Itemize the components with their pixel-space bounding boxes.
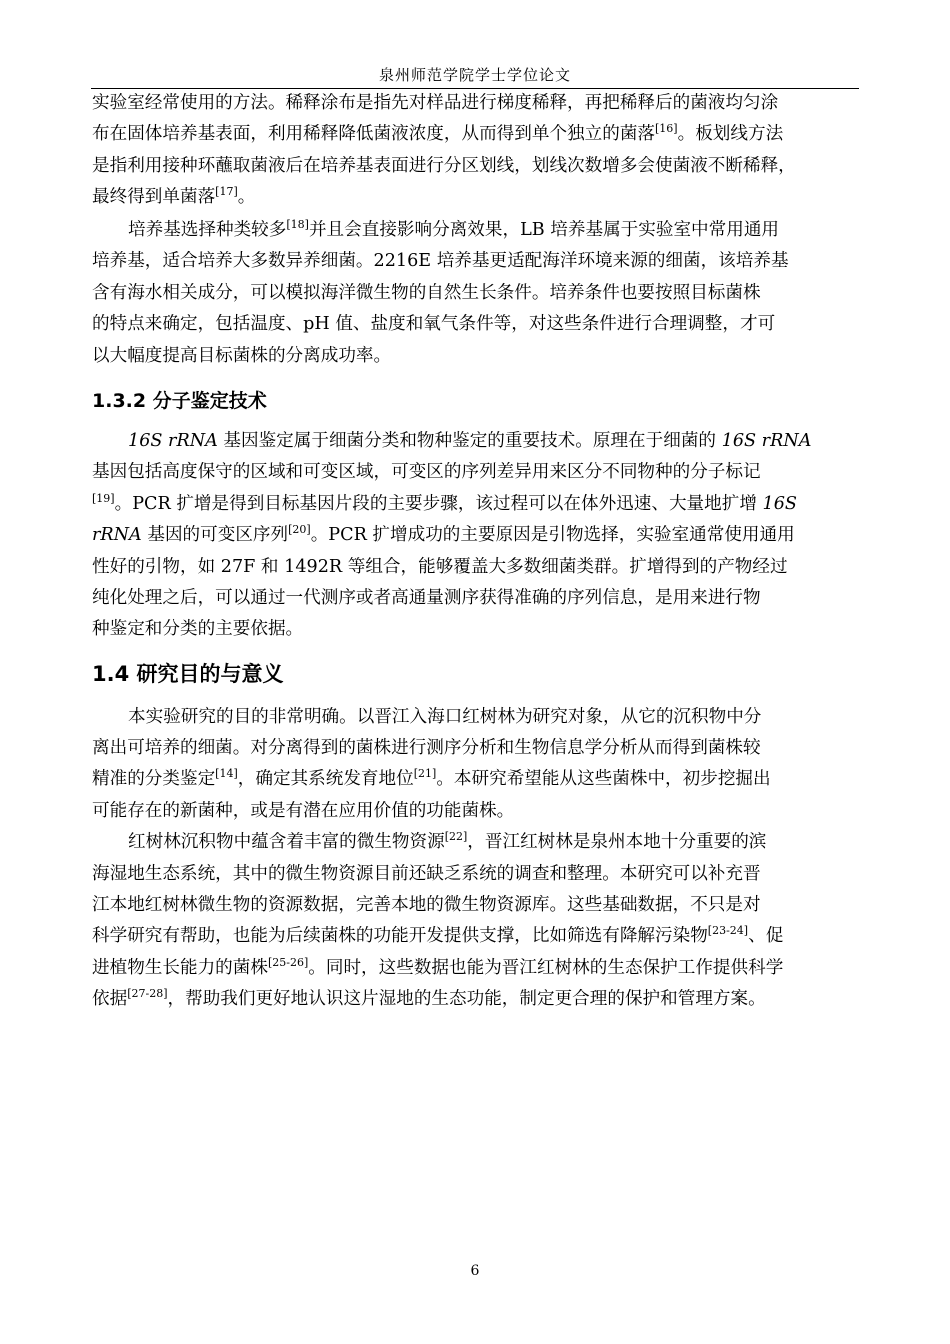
page-number: 6 [470,1263,480,1279]
text-line: 进植物生长能力的菌株[25-26]。同时，这些数据也能为晋江红树林的生态保护工作提供科学 [92,956,784,978]
text-line: 16S rRNA 基因鉴定属于细菌分类和物种鉴定的重要技术。原理在于细菌的 16S rRNA [128,431,812,451]
citation: [23-24] [707,924,749,937]
text-line: 离出可培养的细菌。对分离得到的菌株进行测序分析和生物信息学分析从而得到菌株较 [92,738,761,758]
citation: [25-26] [267,956,309,969]
text-line: 培养基，适合培养大多数异养细菌。2216E 培养基更适配海洋环境来源的细菌，该培养基 [92,251,789,271]
text-line: 科学研究有帮助，也能为后续菌株的功能开发提供支撑，比如筛选有降解污染物[23-24]、促 [92,924,784,946]
text-line: [19]。PCR 扩增是得到目标基因片段的主要步骤，该过程可以在体外迅速、大量地扩增 16S [92,492,797,514]
text-line: 红树林沉积物中蕴含着丰富的微生物资源[22]，晋江红树林是泉州本地十分重要的滨 [128,830,767,852]
page-header: 泉州师范学院学士学位论文 [378,66,571,84]
citation: [16] [655,122,678,135]
citation: [17] [215,185,238,198]
text-line: rRNA 基因的可变区序列[20]。PCR 扩增成功的主要原因是引物选择，实验室通常使用通用 [92,523,795,545]
text-line: 布在固体培养基表面，利用稀释降低菌液浓度，从而得到单个独立的菌落[16]。板划线方法 [92,122,784,144]
text-line: 海湿地生态系统，其中的微生物资源目前还缺乏系统的调查和整理。本研究可以补充晋 [92,864,761,884]
text-line: 的特点来确定，包括温度、pH 值、盐度和氧气条件等，对这些条件进行合理调整，才可 [92,314,776,334]
text-line: 精准的分类鉴定[14]，确定其系统发育地位[21]。本研究希望能从这些菌株中，初步挖掘出 [92,767,771,789]
text-line: 最终得到单菌落[17]。 [92,185,256,207]
text-line: 纯化处理之后，可以通过一代测序或者高通量测序获得准确的序列信息，是用来进行物 [92,588,761,608]
section-heading: 1.3.2 分子鉴定技术 [92,390,267,412]
text-line: 可能存在的新菌种，或是有潜在应用价值的功能菌株。 [92,801,515,821]
text-line: 以大幅度提高目标菌株的分离成功率。 [92,346,392,366]
text-line: 是指利用接种环蘸取菌液后在培养基表面进行分区划线，划线次数增多会使菌液不断稀释， [92,156,796,176]
text-line: 培养基选择种类较多[18]并且会直接影响分离效果，LB 培养基属于实验室中常用通用 [128,218,780,240]
text-line: 依据[27-28]，帮助我们更好地认识这片湿地的生态功能，制定更合理的保护和管理方案。 [92,987,766,1009]
header-rule [91,88,859,89]
section-heading: 1.4 研究目的与意义 [92,662,284,686]
citation: [21] [413,767,437,780]
text-line: 本实验研究的目的非常明确。以晋江入海口红树林为研究对象，从它的沉积物中分 [128,707,762,727]
citation: [19] [92,492,115,505]
citation: [20] [288,523,311,536]
text-line: 种鉴定和分类的主要依据。 [92,619,304,639]
text-line: 江本地红树林微生物的资源数据，完善本地的微生物资源库。这些基础数据，不只是对 [92,895,761,915]
text-line: 基因包括高度保守的区域和可变区域，可变区的序列差异用来区分不同物种的分子标记 [92,462,761,482]
citation: [22] [444,830,468,843]
text-line: 实验室经常使用的方法。稀释涂布是指先对样品进行梯度稀释，再把稀释后的菌液均匀涂 [92,93,779,113]
citation: [27-28] [127,987,168,1000]
text-line: 性好的引物，如 27F 和 1492R 等组合，能够覆盖大多数细菌类群。扩增得到的产物经过 [92,557,788,577]
citation: [14] [215,767,238,780]
citation: [18] [286,218,309,231]
text-line: 含有海水相关成分，可以模拟海洋微生物的自然生长条件。培养条件也要按照目标菌株 [92,283,761,303]
